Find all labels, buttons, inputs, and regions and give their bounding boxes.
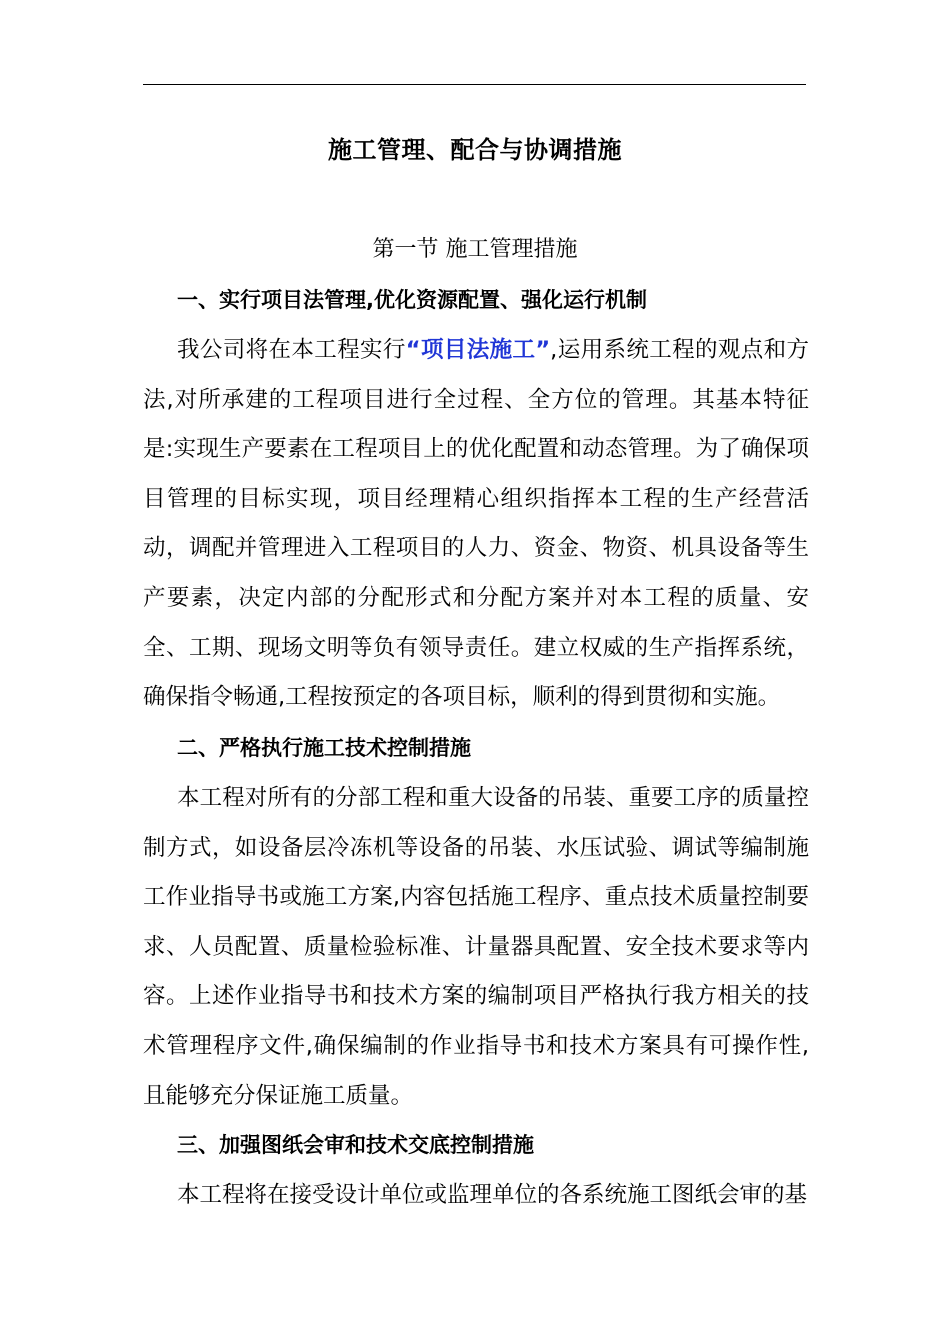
paragraph-1-highlight: “项目法施工” bbox=[405, 337, 551, 363]
paragraph-1 bbox=[143, 326, 809, 723]
paragraph-1-body: ,运用系统工程的观点和方法,对所承建的工程项目进行全过程、全方位的管理。其基本特征是:实现生产要素在工程项目上的优化配置和动态管理。为了确保项目管理的目标实现，项目经理精心组织指挥本工程的生产经营活动，调配并管理进入工程项目的人力、资金、物资、机具设备等生产要素，决定内部的分配形式和分配方案并对本工程的质量、安全、工期、现场文明等负有领导责任。建立权威的生产指挥系统，确保指令畅通,工程按预定的各项目标，顺利的得到贯彻和实施。 bbox=[143, 337, 809, 711]
section-title: 第一节 施工管理措施 bbox=[372, 237, 578, 262]
paragraph-2: 本工程对所有的分部工程和重大设备的吊装、重要工序的质量控制方式，如设备层冷冻机等设备的吊装、水压试验、调试等编制施工作业指导书或施工方案,内容包括施工程序、重点技术质量控制要求、人员配置、质量检验标准、计量器具配置、安全技术要求等内容。上述作业指导书和技术方案的编制项目严格执行我方相关的技术管理程序文件,确保编制的作业指导书和技术方案具有可操作性,且能够充分保证施工质量。 bbox=[143, 785, 809, 1109]
heading-1: 一、实行项目法管理,优化资源配置、强化运行机制 bbox=[177, 288, 647, 312]
heading-2: 二、严格执行施工技术控制措施 bbox=[177, 736, 471, 760]
paragraph-3: 本工程将在接受设计单位或监理单位的各系统施工图纸会审的基 bbox=[177, 1182, 808, 1208]
document-title: 施工管理、配合与协调措施 bbox=[328, 136, 622, 164]
heading-3: 三、加强图纸会审和技术交底控制措施 bbox=[177, 1133, 534, 1157]
paragraph-1-intro: 我公司将在本工程实行 bbox=[177, 337, 406, 363]
header-rule bbox=[143, 84, 806, 85]
